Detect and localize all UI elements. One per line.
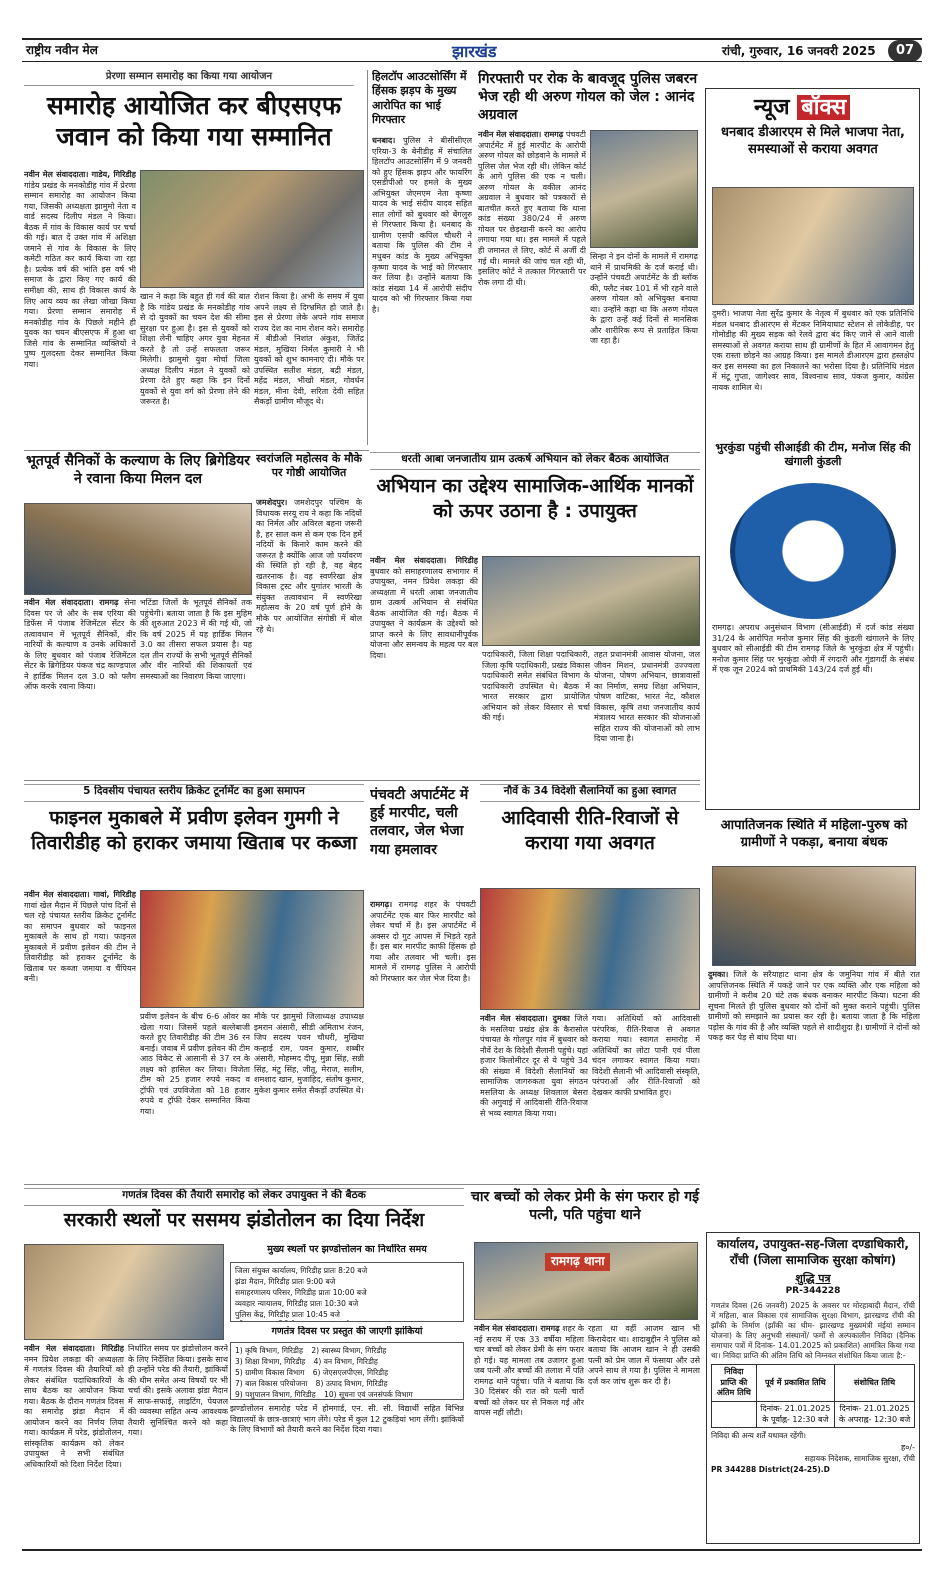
news-box-label-b: बॉक्स (797, 95, 850, 120)
story3-text: पंचवटी अपार्टमेंट में हुई मारपीट के आरोपी अरुण गोयल को छोड़वाने के मामले में पुलिस जेल भेज रही थी। लेकिन कोर्ट के आगे पुलिस की एक न चली। अरुण गोयल के वकील आनंद अग्रवाल ने बुधवार को पत्रकारों से बातचीत करते हुए बताया कि थाना कांड संख्या 380/24 में अरुण गोयल पर छेड़खानी करने का आरोप लगाया गया था। इस मामले में पहले ही जमानत ले लिए, कोर्ट में अर्जी दी गई थी। मामले की जांच चल रही थी, इसलिए कोर्ट ने तत्काल गिरफ्तारी पर रोक लगा दी थी। (478, 130, 586, 287)
box1-item: झंडा मैदान, गिरिडीह प्रातः 9:00 बजे (235, 1276, 336, 1286)
newsbox-photo (712, 187, 914, 305)
story4-photo (24, 503, 252, 595)
story1-text: गांडेय प्रखंड के मनकोडीह गांव में प्रेरणा सम्मान समारोह का आयोजन किया गया, जिसकी अध्यक्षता झामुमो नेता व वार्ड सदस्य दिलीप मंडल ने किया। बैठक में गांव के विकास कार्य पर चर्चा की गई। बात दें उक्त गांव में अशिक्षा जमाने से गांव के विकास के लिए कमेटी गठित कर कार्य किया जा रहा है। प्रत्येक वर्ष की भांति इस वर्ष भी समाज के द्वारा किए गए कार्य की समीक्षा की, साथ ही विकास कार्य के लिए आय व्यय का लेखा जोखा किया गया। प्रेरणा सम्मान समारोह में मनकोडीह गांव के पिछले महीने ही युवक का चयन बीएसएफ में हुआ था जिसे गांव के सम्मानित व्यक्तियों ने पुष्प गुलदस्ता देकर सम्मानित किया गया। (24, 180, 136, 369)
story11-kicker: गणतंत्र दिवस की तैयारी समारोह को लेकर उपायुक्त ने की बैठक (24, 1188, 464, 1206)
story6-photo (482, 556, 700, 646)
notice-table-cell (712, 1402, 757, 1428)
dateline: रांची, गुरुवार, 16 जनवरी 2025 (722, 44, 876, 58)
story11-box1 (230, 1262, 464, 1322)
cid-logo-label: CID (795, 532, 831, 553)
story11-body2: निर्धारित समय पर झंडोत्तोलन करने के लिए निर्देशित किया। इसके साथ ही उन्होंने परेड की तैयारी, झांकियों की थीम समेत अन्य विषयों पर भी चर्चा की। इसके अलावा झंडा मैदान में साफ-सफाई, लाइटिंग, पेयजल की व्यवस्था सहित अन्य आवश्यक तैयारी सुनिश्चित करने को कहा गया। (128, 1344, 228, 1438)
story4-headline: भूतपूर्व सैनिकों के कल्याण के लिए ब्रिगेडियर ने रवाना किया मिलन दल (26, 453, 250, 488)
story2-byline: धनबाद। (372, 136, 396, 145)
notice-table (711, 1364, 915, 1428)
story6-kicker: धरती आबा जनजातीय ग्राम उत्कर्ष अभियान को लेकर बैठक आयोजित (370, 452, 700, 470)
notice-title: कार्यालय, उपायुक्त-सह-जिला दण्डाधिकारी, राँची (जिला सामाजिक सुरक्षा कोषांग) (717, 1237, 909, 1267)
story9-body (480, 1014, 588, 1180)
box2-item: 1) कृषि विभाग, गिरिडीह (235, 1346, 303, 1355)
masthead (22, 38, 922, 62)
story8-body (370, 900, 476, 1180)
story9-headline: आदिवासी रीति-रिवाजों से कराया गया अवगत (501, 807, 679, 854)
news-box-label-a: न्यूज (754, 95, 790, 120)
story11-body3: झण्डोत्तोलन समारोह परेड में होमगार्ड, एन. सी. सी. विद्यार्थी सहित विभिन्न विद्यालयों के छात्र-छात्राएं भाग लेंगे। परेड में कुल 12 टुकड़ियां भाग लेंगी। झांकियों के लिए विभागों को तैयारी करने का निर्देश दिया गया। (230, 1404, 464, 1435)
story2-headline: हिलटॉप आउटसोर्सिंग में हिंसक झड़प के मुख्य आरोपित का भाई गिरफ्तार (372, 70, 467, 126)
news-box (705, 88, 920, 810)
story7-photo (140, 890, 364, 1008)
box1-item: पुलिस केंद्र, गिरिडीह प्रातः 10:45 बजे (235, 1309, 340, 1319)
box2-item: 2) स्वास्थ्य विभाग, गिरिडीह (311, 1346, 387, 1355)
newsbox-body2: रामगढ़। अपराध अनुसंधान विभाग (सीआईडी) में दर्ज कांड संख्या 31/24 के आरोपित मनोज कुमार सिंह की कुंडली खंगालने के लिए बुधवार को सीआईडी की टीम रामगढ़ जिले के भुरकुंडा क्षेत्र में पहुंची। मनोज कुमार सिंह पर भुरकुंडा ओपी में रंगदारी और गुंडागर्दी के संबंध में एक जून 2024 को प्राथमिकी 143/24 दर्ज हुई थी। (712, 623, 914, 675)
police-station-sign: रामगढ़ थाना (545, 1253, 610, 1271)
story9-body2: गया। अतिथियों को आदिवासी परंपरिक, रीति-रिवाज से अवगत कराया गया। स्वागत समारोह में अतिथियों का लोटा पानी एवं पीला चंदन लगाकर स्वागत किया गया। विदेशी सैलानी भी आदिवासी संस्कृति, परंपराओं और रीति-रिवाजों को देखकर काफी प्रभावित हुए। (592, 1014, 700, 1097)
box2-item: 7) बाल विकास परियोजना (235, 1378, 308, 1388)
story3-body2: सिन्हा ने इन दोनों के मामले में रामगढ़ थाने में प्राथमिकी के दर्ज कराई थी। उन्होंने पंचवटी अपार्टमेंट के डी ब्लॉक की, फ्लैट नंबर 101 में भी रहने वाले अरुण गोयल को अभियुक्त बनाया था। उन्होंने कहा था कि अरुण गोयल के द्वारा उन्हें कई दिनों से मानसिक और शारीरिक रूप से प्रताड़ित किया जा रहा है। (590, 252, 698, 346)
news-box-title (754, 93, 850, 122)
story10-text: जिले के सरैयाहाट थाना क्षेत्र के जमुनिया गांव में बीते रात आपत्तिजनक स्थिति में पकड़े जाने पर एक व्यक्ति और एक महिला को ग्रामीणों ने करीब 20 घंटे तक बंधक बनाकर मारपीट किया। घटना की सूचना मिलते ही पुलिस बुधवार को दोनों को मुक्त कराने पहुंची। पुलिस ग्रामीणों को समझाने का प्रयास कर रही है। बताया जाता है कि महिला पड़ोस के गांव की है और व्यक्ति पहले से शादीशुदा है। ग्रामीणों ने दोनों को पकड़ कर पेड़ से बांध दिया था। (708, 970, 920, 1043)
story4-body (24, 598, 136, 773)
story11-box2 (230, 1342, 464, 1400)
box1-item: जिला संयुक्त कार्यालय, गिरिडीह प्रातः 8:20 बजे (235, 1266, 368, 1275)
story5-text: जमशेदपुर पश्चिम के विधायक सरयू राय ने कहा कि नदियों का निर्मल और अविरल बहना जरूरी है, हर साल कम से कम एक दिन हमें नदियों के किनारे काम करने की जरूरत है क्योंकि आज जो पर्यावरण की स्थिति हो रही है, वह बेहद खतरनाक है। वह स्वर्णरेखा क्षेत्र विकास ट्रस्ट और युगांतर भारती के संयुक्त तत्वावधान में स्वर्णरेखा महोत्सव के 20 वर्ष पूर्ण होने के मौके पर आयोजित संगोष्ठी में बोल रहे थे। (256, 498, 362, 634)
story9-byline: नवीन मेल संवाददाता। दुमका (480, 1014, 570, 1023)
story8-headline: पंचवटी अपार्टमेंट में हुई मारपीट, चली तलवार, जेल भेजा गया हमलावर (370, 787, 469, 858)
story1-headline: समारोह आयोजित कर बीएसएफ जवान को किया गया सम्मानित (46, 91, 342, 152)
story1-body2: खान ने कहा कि बहुत ही गर्व की बात है कि गांडेय प्रखंड के मनकोडीह गांव से दो युवकों का चयन देश की सीमा सुरक्षा पर हुआ है। इस से युवकों को शिक्षा लेनी चाहिए अगर युवा मेहनत करते है तो उन्हें सफलता जरूर मिलेगी। झामुमो युवा मोर्चा जिला अध्यक्ष दिलीप मंडल ने युवकों को प्रेरणा देते हुए कहा कि इन दिनों युवकों से युवा वर्ग को प्रेरणा लेने की जरूरत है। (140, 292, 250, 407)
story10-byline: दुमका। (708, 970, 729, 979)
story1-byline: नवीन मेल संवाददाता। गाडेय, गिरिडीह (24, 170, 136, 179)
story7-headline: फाइनल मुकाबले में प्रवीण इलेवन गुमगी ने तिवारीडीह को हराकर जमाया खिताब पर कब्जा (31, 807, 357, 854)
box2-item: 9) पशुपालन विभाग, गिरिडीह (235, 1389, 316, 1399)
story9-kicker: नौवें के 34 विदेशी सैलानियों का हुआ स्वागत (480, 784, 700, 802)
story7-byline: नवीन मेल संवाददाता। गावां, गिरिडीह (24, 890, 136, 899)
box1-item: व्यवहार न्यायालय, गिरिडीह प्रातः 10:30 बजे (235, 1298, 359, 1308)
story6-text: बुधवार को समाहरणालय सभागार में उपायुक्त, नमन प्रियेश लकड़ा की अध्यक्षता में धरती आबा जनजातीय ग्राम उत्कर्ष अभियान से संबंधित बैठक आयोजित की गई। बैठक में उपायुक्त ने कार्यक्रम के उद्देश्यों को प्राप्त करने के लिए सावधानीपूर्वक योजना और समन्वय के महत्व पर बल दिया। (370, 566, 478, 660)
story3-headline: गिरफ्तारी पर रोक के बावजूद पुलिस जबरन भेज रही थी अरुण गोयल को जेल : आनंद अग्रवाल (478, 71, 698, 124)
notice-table-header: पूर्व में प्रकाशित तिथि (756, 1365, 834, 1402)
notice-body: गणतंत्र दिवस (26 जनवरी) 2025 के अवसर पर मोरहाबादी मैदान, राँची में महिला, बाल विकास एवं सामाजिक सुरक्षा विभाग, झारखण्ड राँची की झाँकी के निर्माण (झाँकी का थीम- झारखण्ड मुख्यमंत्री मंईयां सम्मान योजना) के लिए अनुभवी संस्थानों/ फर्मों से अल्पकालीन निविदा (दैनिक समाचार पत्रों में दिनांक- 14.01.2025 को प्रकाशित) आमंत्रित किया गया था। निविदा प्राप्ति की अंतिम तिथि को निम्नवत संशोधित किया जाता है:- (711, 1301, 915, 1360)
box2-item: 8) उत्पाद विभाग, गिरिडीह (315, 1378, 388, 1388)
notice-signature: ह०/- (901, 1443, 915, 1453)
story8-text: रामगढ़ शहर के पंचवटी अपार्टमेंट एक बार फिर मारपीट को लेकर चर्चा में है। इस अपार्टमेंट में अक्सर दो गुट आपस में भिड़ते रहते हैं। इस बार मारपीट काफी हिंसक हो गया और तलवार भी चली। इस मामले में रामगढ़ पुलिस ने आरोपी को गिरफ्तार कर जेल भेज दिया है। (370, 900, 476, 983)
story3-body (478, 130, 586, 442)
box2-item: 3) शिक्षा विभाग, गिरिडीह (235, 1356, 306, 1366)
story5-body (256, 498, 362, 774)
box2-item: 10) सूचना एवं जनसंपर्क विभाग (324, 1389, 413, 1399)
newspaper-logo: राष्ट्रीय नवीन मेल (26, 43, 98, 57)
story6-body (370, 556, 478, 774)
story11-text: नमन प्रियेश लकड़ा की अध्यक्षता में गणतंत्र दिवस की तैयारियों को लेकर संबंधित पदाधिकारियों के साथ बैठक का आयोजन किया गया। बैठक के दौरान गणतंत्र दिवस का समारोह झंडा मैदान में आयोजन करने का निर्णय लिया गया। कार्यक्रम में परेड, झंडोतोलन, सांस्कृतिक कार्यक्रम को लेकर उपायुक्त ने सभी संबंधित अधिकारियों को दिशा निर्देश दिया। (24, 1354, 124, 1470)
notice-table-cell: दिनांक- 21.01.2025 के अपराह्न- 12:30 बजे (835, 1402, 915, 1428)
story6-body3: तहत प्रधानमंत्री आवास योजना, जल जीवन मिशन, प्रधानमंत्री उज्ज्वला योजना, पोषण अभियान, छात्रावासों का निर्माण, समग्र शिक्षा अभियान, पोषण वाटिका, भारत नेट, कौशल विकास, कृषि तथा जनजातीय कार्य मंत्रालय भारत सरकार की योजनाओं सहित राज्य की योजनाओं को लाभ दिया जाना है। (594, 650, 700, 744)
story7-body2: प्रवीण इलेवन के बीच 6-6 ओवर का खेला गया। जिसमें पहले बल्लेबाजी करते हुए तिवारीडीह की टीम 36 रन बनाई। जवाब में प्रवीण इलेवन की टीम आठ विकेट से आसानी से 37 रन के लक्ष्य को हासिल कर लिया। विजेता टीम को 25 हजार रुपये नकद व ट्रॉफी एवं उपविजेता को 18 हजार रुपये व ट्रॉफी देकर सम्मानित किया गया। (140, 1012, 250, 1116)
newsbox-body: दुमरी। भाजपा नेता सुरेंद्र कुमार के नेतृत्व में बुधवार को एक प्रतिनिधि मंडल धनबाद डीआरएम से मेंटकर निमियाघाट स्टेशन से लोकेडीह, पर गोमोडीह की मुख्य सड़क को रेलवे द्वारा बंद किए जाने से आने वाली समस्याओं से अवगत कराया साथ ही ग्रामीणों के हित में आवागमन हेतु एक रास्ता छोड़ने का आग्रह किया। इस मामले डीआरएम द्वारा हस्तक्षेप कर इस समस्या का हल निकालने का भरोसा दिया है। प्रतिनिधि मंडल में मंटू गुप्ता, जागेश्वर साव, विश्वनाथ साव, पंकज कुमार, कांग्रेस नायक शामिल थे। (712, 309, 914, 392)
notice-table-cell: दिनांक- 21.01.2025 के पूर्वाह्न- 12:30 बजे (756, 1402, 834, 1428)
story12-photo (474, 1242, 698, 1320)
story1-body3: रोशन किया है। अभी के समय में युवा अपने लक्ष्य से दिग्भ्रमित हो जाते है। इस से प्रेरणा लेके अपने गांव समाज राज्य देश का नाम रोशन करे। समारोह में बीडीओ निशांत अंकुश, जितेंद्र मंडल, मुखिया निर्मल कुमारी ने भी युवकों को शुभ कामनाएं दी। मौके पर उपस्थित सतीश मंडल, बद्री मंडल, महेंद्र मंडल, भीखो मंडल, गोवर्धन मंडल, मीना देवी, सरिता देवी सहित सैकड़ों ग्रामीण मौजूद थे। (254, 292, 364, 407)
story10-body (708, 970, 920, 1226)
section-title: झारखंड (452, 42, 497, 61)
story9-photo (480, 888, 700, 1010)
notice-subtitle: शुद्धि पत्र (795, 1271, 831, 1285)
notice-note: निविदा की अन्य शर्तें यथावत रहेंगी। (711, 1431, 807, 1441)
page-number: 07 (888, 40, 922, 62)
notice-pr-number: PR-344228 (785, 1286, 841, 1297)
box2-item: 6) जेएसएलपीएस, गिरिडीह (312, 1367, 389, 1377)
story11-box2-title: गणतंत्र दिवस पर प्रस्तुत की जाएगी झांकियां (271, 1326, 423, 1337)
story4-text: सेना दिवस पर जे और के सब एरिया की डिफेंस में पंजाब रेजिमेंटल सेंटर के तत्वावधान में भूतपूर्व सैनिकों, वीर नारियों के कल्याण व उनके अधिकारों के लिए बुधवार को पंजाब रेजिमेंटल सेंटर के ब्रिगेडियर पंकज चंद्र काण्डपाल ने हार्डिक मिलन दल 3.0 को फ्लैग ऑफ करके रवाना किया। (24, 598, 136, 692)
story5-kicker: स्वरांजलि महोत्सव के मौके पर गोष्ठी आयोजित (256, 452, 362, 480)
story7-body3: मौके पर झामुमो जिलाध्यक्ष उपाध्यक्ष इमरान अंसारी, सीडी अमिताभ रंजन, जिप सदस्य पवन चौधरी, मुखिया कन्हाई राम, पवन कुमार, शब्बीर अंसारी, मोहम्मद दीपू, मुन्ना सिंह, सन्नी सिंह, मंटु सिंह, जीतू, मेराज, सलीम, शमशाद खान, मुजाहिद, संतोष कुमार, मुकेश कुमार समेत सैकड़ों उपस्थित थे। (254, 1012, 364, 1095)
story7-kicker: 5 दिवसीय पंचायत स्तरीय क्रिकेट टूर्नामेंट का हुआ समापन (24, 784, 364, 802)
notice-table-header: निविदा प्राप्ति की अंतिम तिथि (712, 1365, 757, 1402)
story12-byline: नवीन मेल संवाददाता। रामगढ़ (474, 1324, 560, 1333)
story12-headline: चार बच्चों को लेकर प्रेमी के संग फरार हो गई पत्नी, पति पहुंचा थाने (471, 1189, 699, 1224)
section-rule (24, 780, 700, 781)
story2-body (372, 136, 472, 442)
notice-footer-code: PR 344288 District(24-25).D (711, 1465, 830, 1475)
story11-body (24, 1344, 124, 1542)
story3-photo (590, 130, 698, 248)
story12-body (474, 1324, 584, 1542)
story4-byline: नवीन मेल संवाददाता। रामगढ़ (24, 598, 119, 607)
section-rule (24, 1184, 700, 1185)
story11-box1-title: मुख्य स्थलों पर झण्डोत्तोलन का निर्धारित समय (267, 1244, 427, 1255)
notice-table-header: संशोधित तिथि (835, 1365, 915, 1402)
story9-text: जिले के मसलिया प्रखंड क्षेत्र के कैरासोल पंचायत के गोलपुर गांव में बुधवार को नौवें देश के विदेशी सैलानी पहुंचे। यहां हजार किलोमीटर दूर से ये पहुंचे 34 की संख्या में विदेशी सैलानियों का सामाजिक जागरुकता युवा संगठन मसलिया के अध्यक्ष शिवलाल बेसरा की अगुवाई में आदिवासी रीति-रिवाज से भव्य स्वागत किया गया। (480, 1014, 588, 1118)
story8-byline: रामगढ़। (370, 900, 393, 909)
newsbox-headline2: भुरकुंडा पहुंची सीआईडी की टीम, मनोज सिंह की खंगाली कुंडली (715, 441, 911, 469)
box2-item: 5) ग्रामीण विकास विभाग (235, 1367, 305, 1377)
box2-item: 4) वन विभाग, गिरिडीह (313, 1356, 378, 1366)
story1-body (24, 170, 136, 445)
cid-logo-icon (730, 483, 896, 619)
story7-body (24, 890, 136, 1180)
notice-signatory: सहायक निदेशक, सामाजिक सुरक्षा, राँची (804, 1453, 915, 1463)
section-rule (24, 450, 369, 451)
story7-text: गावां खेल मैदान में पिछले पांच दिनों से चल रहे पंचायत स्तरीय क्रिकेट टूर्नामेंट का समापन बुधवार को फाइनल मुकाबले के साथ हो गया। फाइनल मुकाबले में प्रवीण इलेवन की टीम ने तिवारीडीह को हराकर टूर्नामेंट के खिताब पर कब्जा जमाया व चैंपियन बनी। (24, 900, 136, 984)
box1-item: समाहरणालय परिसर, गिरिडीह प्रातः 10:00 बजे (235, 1287, 367, 1297)
story6-headline: अभियान का उद्देश्य सामाजिक-आर्थिक मानकों को ऊपर उठाना है : उपायुक्त (376, 475, 694, 522)
story11-photo (24, 1244, 224, 1340)
story4-body2: भटिंडा जिलों के भूतपूर्व सैनिकों तक पहुंचेगी। बताया जाता है कि इस मुहिम की शुरुआत 2023 में की गई थी, जो कि वर्ष 2025 में यह हार्डिक मिलन 3.0 का तीसरा सफल प्रयास है। यह दल तीन राज्यों के सभी भूतपूर्व सैनिकों और वीर नारियों की शिकायतों एवं समस्याओं का निवारण किया जाएगा। (140, 598, 252, 681)
story6-byline: नवीन मेल संवाददाता। गिरिडीह (370, 556, 478, 565)
story2-text: पुलिस ने बीसीसीएल एरिया-3 के बेनीडीह में संचालित हिलटॉप आउटसोर्सिंग में 9 जनवरी को हुए हिंसक झड़प और फायरिंग एसडीपीओ पर हमले के मुख्य अभियुक्त जेएमएम नेता कृष्णा यादव के भाई संदीप यादव सहित सात लोगों को बुधवार को बेंगलुरु से गिरफ्तार किया है। धनबाद के ग्रामीण एसपी कपिल चौधरी ने बताया कि पुलिस की टीम ने मधुबन कांड के मुख्य अभियुक्त कृष्णा यादव के भाई को गिरफ्तार कर लिया है। उन्होंने बताया कि कांड संख्या 14 में आरोपी संदीप यादव को भी गिरफ्तार किया गया है। (372, 136, 472, 314)
story10-headline: आपातिजनक स्थिति में महिला-पुरुष को ग्रामीणों ने पकड़ा, बनाया बंधक (720, 818, 908, 850)
story10-photo (712, 866, 916, 966)
story12-body2: रहता था वहीं आजम खान भी किरायेदार था। शादाबुद्दीन ने पुलिस को बताया कि आजम खान ने ही उसकी पत्नी को प्रेम जाल में फंसाया और उसे अपने साथ ले गया है। पुलिस ने मामला दर्ज कर जांच शुरू कर दी है। (588, 1324, 700, 1386)
government-notice (706, 1232, 920, 1544)
story5-byline: जमशेदपुर। (256, 498, 288, 507)
story1-photo (140, 170, 364, 288)
box1-item (235, 1320, 350, 1322)
column-rule (367, 70, 368, 445)
story1-kicker: प्रेरणा सम्मान समारोह का किया गया आयोजन (24, 70, 354, 86)
story12-text: शहर के नई सराय में एक 33 वर्षीया महिला चार बच्चों को लेकर प्रेमी के संग फरार हो गई। यह मामला तब उजागर हुआ जब पत्नी और बच्चों की तलाश में पति रामगढ़ थाने पहुंचा। पति ने बताया कि 30 दिसंबर की रात को पत्नी चारों बच्चों को लेकर घर से निकल गई और वापस नहीं लौटी। (474, 1324, 584, 1418)
story6-body2: पदाधिकारी, जिला शिक्षा पदाधिकारी, जिला कृषि पदाधिकारी, प्रखंड विकास पदाधिकारी समेत संबंधित विभाग के पदाधिकारी उपस्थित थे। बैठक में भारत सरकार द्वारा प्रायोजित अभियान को लेकर विस्तार से चर्चा की गई। (482, 650, 590, 723)
page-footer-rule (22, 1549, 922, 1557)
story11-headline: सरकारी स्थलों पर ससमय झंडोतोलन का दिया निर्देश (63, 1209, 425, 1231)
story11-byline: नवीन मेल संवाददाता। गिरिडीह (24, 1344, 124, 1353)
newsbox-headline: धनबाद डीआरएम से मिले भाजपा नेता, समस्याओं से कराया अवगत (721, 125, 905, 157)
story3-byline: नवीन मेल संवाददाता। रामगढ़ (478, 130, 564, 139)
